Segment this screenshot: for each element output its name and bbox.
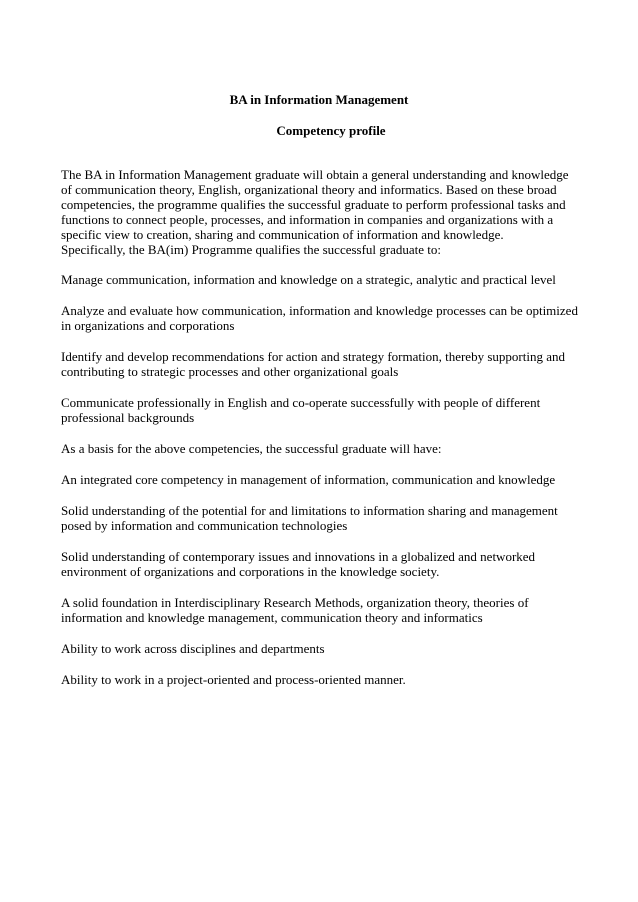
competency-paragraph [61,641,581,656]
text-line: environment of organizations and corporations in the knowledge society. [61,564,440,579]
text-line: Ability to work across disciplines and departments [61,641,325,656]
document-subtitle: Competency profile [276,123,386,138]
text-line: Communicate professionally in English and co-operate successfully with people of different [61,395,541,410]
competency-paragraph [61,349,581,379]
text-line: Specifically, the BA(im) Programme qualifies the successful graduate to: [61,242,442,257]
text-line: Solid understanding of contemporary issues and innovations in a globalized and networked [61,549,536,564]
text-line: specific view to creation, sharing and communication of information and knowledge. [61,227,504,242]
intro-paragraph [61,167,581,257]
competency-paragraph [61,503,581,533]
competency-paragraph [61,272,581,287]
competency-paragraph [61,395,581,425]
competency-paragraph [61,472,581,487]
text-line: As a basis for the above competencies, the successful graduate will have: [61,441,442,456]
text-line: Ability to work in a project-oriented and process-oriented manner. [61,672,406,687]
text-line: Analyze and evaluate how communication, information and knowledge processes can be optimized [61,303,578,318]
document-title: BA in Information Management [229,92,409,107]
text-line: Manage communication, information and knowledge on a strategic, analytic and practical level [61,272,556,287]
text-line: functions to connect people, processes, and information in companies and organizations with a [61,212,554,227]
text-line: Identify and develop recommendations for action and strategy formation, thereby supporting and [61,349,565,364]
text-line: of communication theory, English, organizational theory and informatics. Based on these broad [61,182,557,197]
text-line: competencies, the programme qualifies the successful graduate to perform professional tasks and [61,197,566,212]
text-line: posed by information and communication technologies [61,518,348,533]
competency-paragraph [61,549,581,579]
competency-paragraph [61,672,581,687]
competency-paragraph [61,303,581,333]
text-line: in organizations and corporations [61,318,235,333]
text-line: An integrated core competency in management of information, communication and knowledge [61,472,556,487]
section-intro-paragraph [61,441,581,456]
competency-paragraph [61,595,581,625]
text-line: contributing to strategic processes and other organizational goals [61,364,399,379]
text-line: professional backgrounds [61,410,195,425]
text-line: information and knowledge management, communication theory and informatics [61,610,483,625]
document-body [61,167,581,703]
text-line: A solid foundation in Interdisciplinary Research Methods, organization theory, theories of [61,595,529,610]
text-line: Solid understanding of the potential for and limitations to information sharing and management [61,503,558,518]
text-line: The BA in Information Management graduate will obtain a general understanding and knowledge [61,167,569,182]
